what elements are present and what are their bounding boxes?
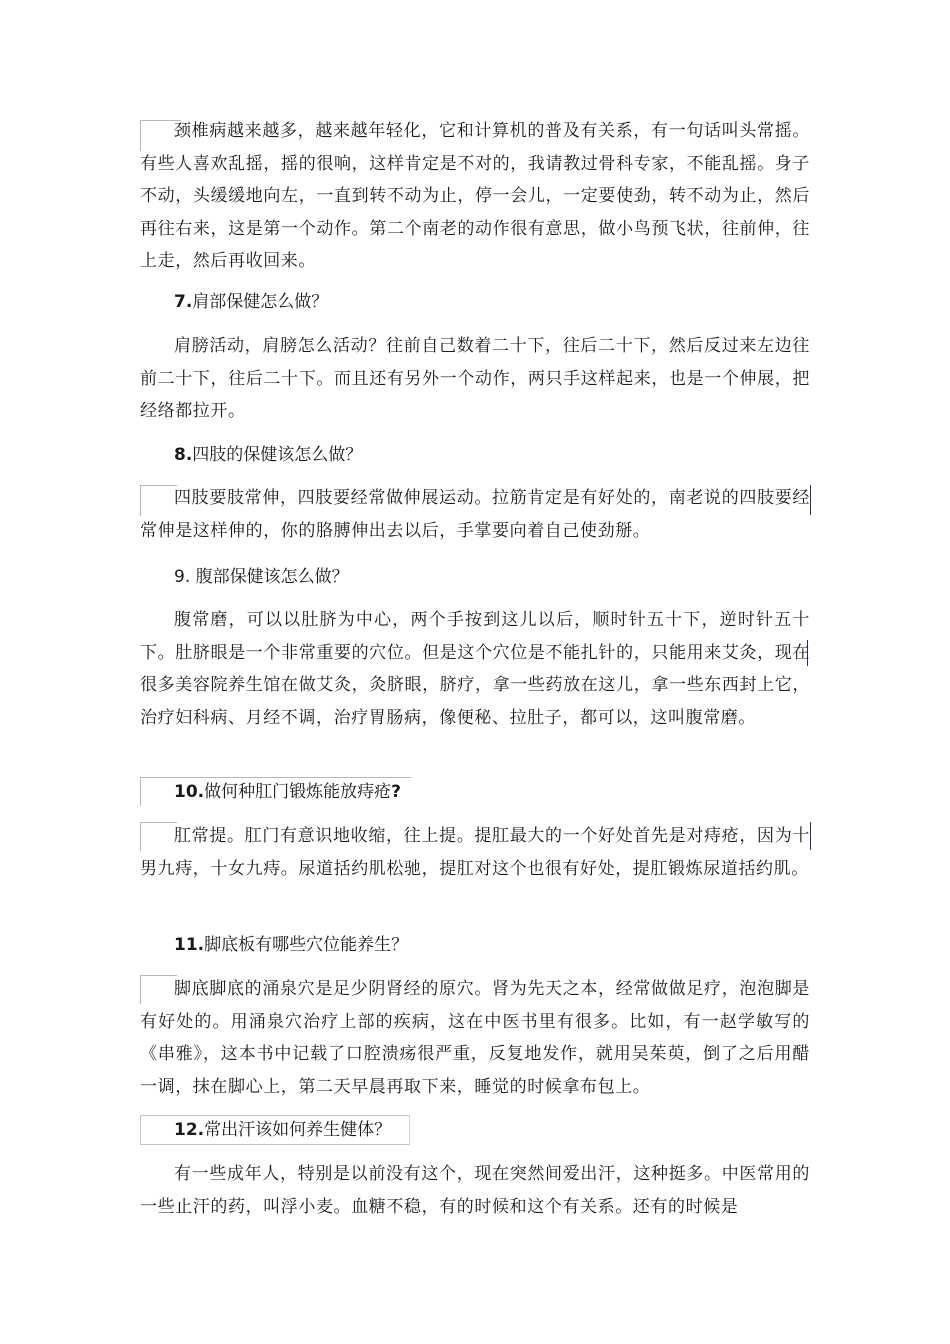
heading-number: 7. [174, 292, 193, 312]
heading-number: 8. [174, 445, 193, 465]
paragraph-sole: 脚底脚底的涌泉穴是足少阴肾经的原穴。肾为先天之本，经常做做足疗，泡泡脚是有好处的。用涌泉穴治疗上部的疾病，这在中医书里有很多。比如，有一赵学敏写的《串雅》，这本书中记载了口腔溃疡很严重，反复地发作，就用吴茱萸，倒了之后用醋一调，抹在脚心上，第二天早晨再取下来，睡觉的时候拿布包上。 [140, 979, 810, 1097]
heading-limbs [140, 440, 810, 470]
heading-number: 12. [174, 1120, 205, 1140]
heading-number: 9 [174, 567, 185, 587]
heading-text: 常出汗该如何养生健体？ [204, 1120, 392, 1140]
heading-question-mark: ? [391, 782, 401, 802]
paragraph-limbs: 四肢要肢常伸，四肢要经常做伸展运动。拉筋肯定是有好处的，南老说的四肢要经常伸是这样伸的，你的胳膊伸出去以后，手掌要向着自己使劲掰。 [140, 488, 810, 541]
heading-sweat [140, 1115, 810, 1145]
heading-shoulder [140, 287, 810, 317]
heading-sole [140, 930, 810, 960]
frame-line [810, 822, 811, 850]
heading-anus [140, 777, 810, 807]
heading-text: 脚底板有哪些穴位能养生？ [204, 935, 409, 955]
paragraph-sweat: 有一些成年人，特别是以前没有这个，现在突然间爱出汗，这种挺多。中医常用的一些止汗的药，叫浮小麦。血糖不稳，有的时候和这个有关系。还有的时候是 [140, 1164, 810, 1217]
heading-abdomen [140, 562, 810, 592]
frame-line [810, 485, 811, 515]
heading-number: 10. [174, 782, 205, 802]
heading-text: . 腹部保健该怎么做？ [184, 567, 349, 587]
paragraph-abdomen: 腹常磨，可以以肚脐为中心，两个手按到这儿以后，顺时针五十下，逆时针五十下。肚脐眼是一个非常重要的穴位。但是这个穴位是不能扎针的，只能用来艾灸，现在很多美容院养生馆在做艾灸，灸脐眼，脐疗，拿一些药放在这儿，拿一些东西封上它，治疗妇科病、月经不调，治疗胃肠病，像便秘、拉肚子，都可以，这叫腹常磨。 [140, 610, 810, 728]
paragraph-shoulder: 肩膀活动，肩膀怎么活动？往前自己数着二十下，往后二十下，然后反过来左边往前二十下，往后二十下。而且还有另外一个动作，两只手这样起来，也是一个伸展，把经络都拉开。 [140, 336, 810, 421]
heading-text: 肩部保健怎么做？ [192, 292, 329, 312]
heading-text: 四肢的保健该怎么做？ [192, 445, 363, 465]
heading-number: 11. [174, 935, 205, 955]
paragraph-anus: 肛常提。肛门有意识地收缩，往上提。提肛最大的一个好处首先是对痔疮，因为十男九痔，十女九痔。尿道括约肌松驰，提肛对这个也很有好处，提肛锻炼尿道括约肌。 [140, 826, 810, 879]
heading-text: 做何种肛门锻炼能放痔疮 [204, 782, 392, 802]
paragraph-cervical: 颈椎病越来越多，越来越年轻化，它和计算机的普及有关系，有一句话叫头常摇。有些人喜欢乱摇，摇的很响，这样肯定是不对的，我请教过骨科专家，不能乱摇。身子不动，头缓缓地向左，一直到转不动为止，停一会儿，一定要使劲，转不动为止，然后再往右来，这是第一个动作。第二个南老的动作很有意思，做小鸟预飞状，往前伸，往上走，然后再收回来。 [140, 121, 810, 271]
